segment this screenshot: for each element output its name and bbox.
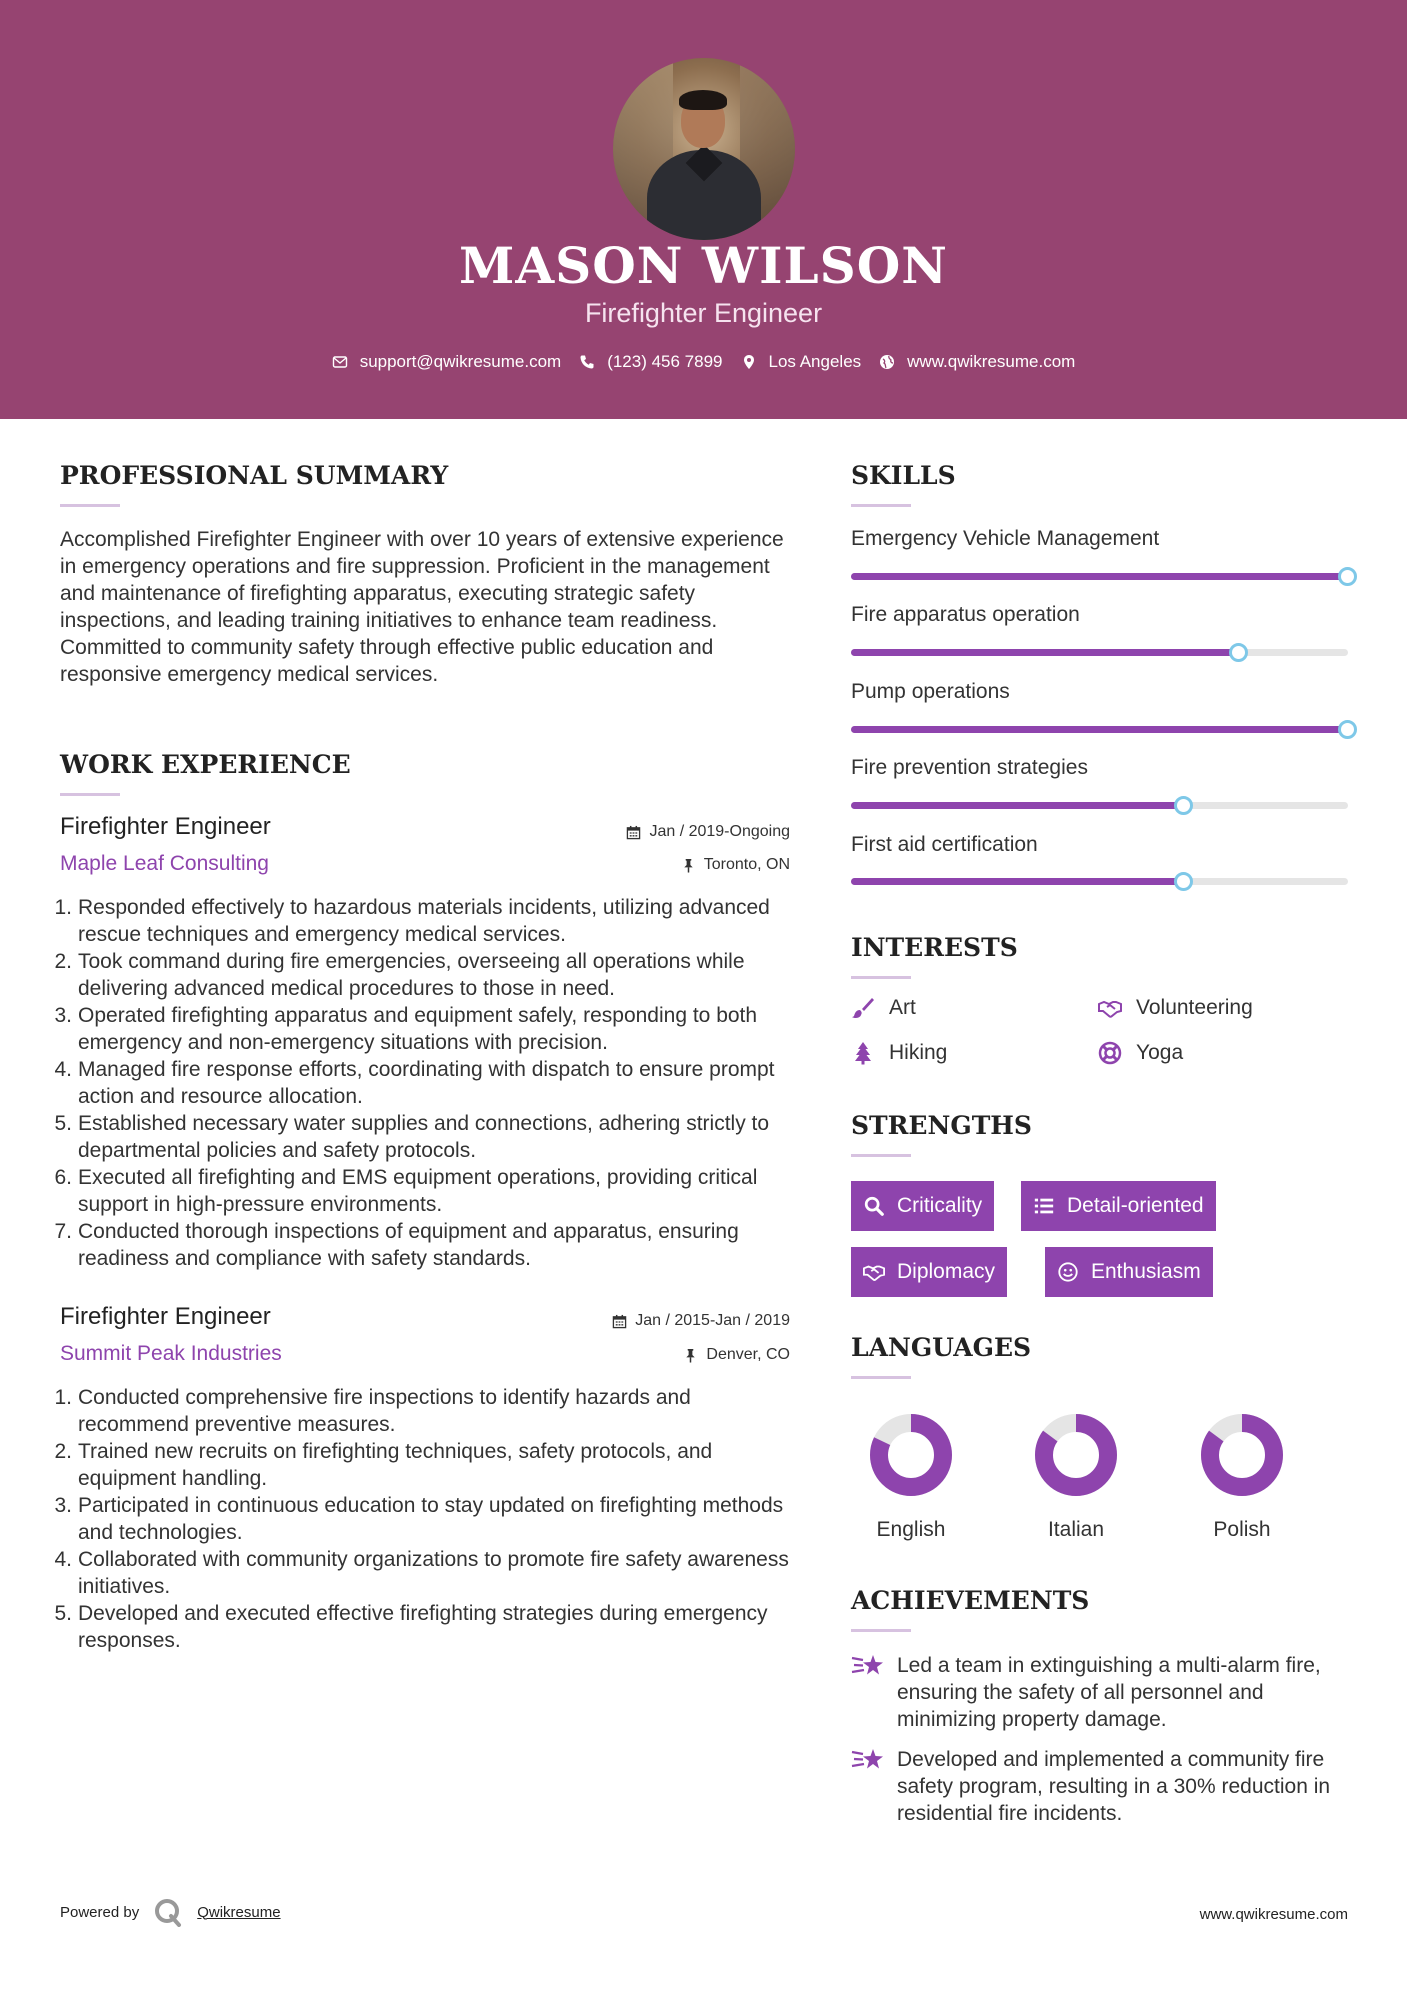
skill-label: Fire prevention strategies xyxy=(851,756,1088,779)
strengths-divider xyxy=(851,1154,911,1157)
contact-phone[interactable]: (123) 456 7899 xyxy=(579,352,722,372)
skill-label: First aid certification xyxy=(851,833,1038,856)
phone-icon xyxy=(579,354,595,370)
skill-knob xyxy=(1174,872,1193,891)
job-company: Summit Peak Industries xyxy=(60,1342,282,1365)
achievement-item: Led a team in extinguishing a multi-alarm fire, ensuring the safety of all personnel and minimizing property damage. xyxy=(851,1652,1351,1733)
interest-volunteering: Volunteering xyxy=(1098,996,1253,1020)
achievements-divider xyxy=(851,1629,911,1632)
skill-bar xyxy=(851,726,1348,733)
calendar-icon xyxy=(612,1314,627,1329)
profile-photo xyxy=(613,58,795,240)
language-english: English xyxy=(851,1410,971,1542)
skill-label: Pump operations xyxy=(851,680,1010,703)
experience-divider xyxy=(60,793,120,796)
smile-icon xyxy=(1057,1261,1079,1283)
pushpin-icon xyxy=(681,858,696,873)
skill-knob xyxy=(1338,567,1357,586)
summary-heading: PROFESSIONAL SUMMARY xyxy=(60,461,449,490)
strength-badge: Criticality xyxy=(851,1181,994,1231)
contact-location: Los Angeles xyxy=(741,352,862,372)
life-ring-icon xyxy=(1098,1041,1122,1065)
handshake-icon xyxy=(1098,996,1122,1020)
pushpin-icon xyxy=(683,1348,698,1363)
list-item: 4. Collaborated with community organizations to promote fire safety awareness initiatives. xyxy=(54,1548,789,1598)
globe-icon xyxy=(879,354,895,370)
shooting-star-icon xyxy=(851,1652,885,1680)
skill-fill xyxy=(851,649,1239,656)
job-title: Firefighter Engineer xyxy=(60,813,271,840)
contact-email[interactable]: support@qwikresume.com xyxy=(332,352,562,372)
list-icon xyxy=(1033,1195,1055,1217)
skill-label: Fire apparatus operation xyxy=(851,603,1080,626)
language-polish: Polish xyxy=(1182,1410,1302,1542)
language-donut xyxy=(866,1410,956,1500)
contact-website[interactable]: www.qwikresume.com xyxy=(879,352,1075,372)
qwikresume-link[interactable]: Qwikresume xyxy=(197,1903,281,1921)
skill-fill xyxy=(851,573,1348,580)
skill-knob xyxy=(1229,643,1248,662)
shooting-star-icon xyxy=(851,1746,885,1774)
candidate-name: MASON WILSON xyxy=(459,236,948,295)
achievement-item: Developed and implemented a community fire safety program, resulting in a 30% reduction in residential fire incidents. xyxy=(851,1746,1351,1827)
languages-heading: LANGUAGES xyxy=(851,1333,1032,1362)
list-item: 2. Took command during fire emergencies, overseeing all operations while delivering advanced medical procedures to those in need. xyxy=(54,950,745,1000)
job-company: Maple Leaf Consulting xyxy=(60,852,269,875)
header xyxy=(0,0,1407,419)
job-duties xyxy=(50,1384,795,1654)
map-pin-icon xyxy=(741,354,757,370)
strengths-heading: STRENGTHS xyxy=(851,1111,1032,1140)
list-item: 1. Conducted comprehensive fire inspections to identify hazards and recommend preventive measures. xyxy=(54,1386,691,1436)
qwikresume-logo-icon xyxy=(153,1897,183,1927)
language-donut xyxy=(1031,1410,1121,1500)
skills-heading: SKILLS xyxy=(851,461,956,490)
candidate-role: Firefighter Engineer xyxy=(584,298,823,328)
language-donut xyxy=(1197,1410,1287,1500)
list-item: 2. Trained new recruits on firefighting techniques, safety protocols, and equipment handling. xyxy=(54,1440,713,1490)
job-location: Denver, CO xyxy=(683,1346,790,1364)
list-item: 7. Conducted thorough inspections of equipment and apparatus, ensuring readiness and compliance with safety standards. xyxy=(54,1220,739,1270)
achievements-heading: ACHIEVEMENTS xyxy=(851,1586,1090,1615)
summary-text: Accomplished Firefighter Engineer with over 10 years of extensive experience in emergency operations and fire suppression. Proficient in the management and maintenance of firefighting apparatus, executing strategic safety inspections, and leading training initiatives to enhance team readiness. Committed to community safety through effective public education and responsive emergency medical services. xyxy=(60,528,784,686)
job-dates: Jan / 2019-Ongoing xyxy=(626,823,790,841)
list-item: 4. Managed fire response efforts, coordinating with dispatch to ensure prompt action and resource allocation. xyxy=(54,1058,775,1108)
list-item: 3. Operated firefighting apparatus and equipment safely, responding to both emergency and non-emergency situations with precision. xyxy=(54,1004,758,1054)
footer-website[interactable]: www.qwikresume.com xyxy=(1199,1906,1348,1923)
language-italian: Italian xyxy=(1016,1410,1136,1542)
brush-icon xyxy=(851,996,875,1020)
list-item: 3. Participated in continuous education to stay updated on firefighting methods and technologies. xyxy=(54,1494,784,1544)
skill-knob xyxy=(1338,720,1357,739)
skill-bar xyxy=(851,802,1348,809)
interest-hiking: Hiking xyxy=(851,1041,947,1065)
contact-bar xyxy=(0,352,1407,372)
strength-badge: Detail-oriented xyxy=(1021,1181,1216,1231)
list-item: 6. Executed all firefighting and EMS equipment operations, providing critical support in high-pressure environments. xyxy=(54,1166,758,1216)
job-title: Firefighter Engineer xyxy=(60,1303,271,1330)
strength-badge: Diplomacy xyxy=(851,1247,1007,1297)
search-icon xyxy=(863,1195,885,1217)
calendar-icon xyxy=(626,825,641,840)
skill-fill xyxy=(851,726,1348,733)
job-location: Toronto, ON xyxy=(681,856,790,874)
skill-knob xyxy=(1174,796,1193,815)
envelope-icon xyxy=(332,354,348,370)
list-item: 1. Responded effectively to hazardous materials incidents, utilizing advanced rescue techniques and emergency medical services. xyxy=(54,896,770,946)
interest-yoga: Yoga xyxy=(1098,1041,1183,1065)
languages-divider xyxy=(851,1376,911,1379)
list-item: 5. Established necessary water supplies and connections, adhering strictly to departmental policies and safety protocols. xyxy=(54,1112,770,1162)
skill-bar xyxy=(851,649,1348,656)
job-dates: Jan / 2015-Jan / 2019 xyxy=(612,1312,790,1330)
skills-divider xyxy=(851,504,911,507)
strength-badge: Enthusiasm xyxy=(1045,1247,1213,1297)
interest-art: Art xyxy=(851,996,916,1020)
handshake-icon xyxy=(863,1261,885,1283)
skill-fill xyxy=(851,878,1184,885)
tree-icon xyxy=(851,1041,875,1065)
interests-divider xyxy=(851,976,911,979)
job-duties xyxy=(50,894,795,1272)
experience-heading: WORK EXPERIENCE xyxy=(60,750,351,779)
footer-powered-by: Powered by Qwikresume xyxy=(60,1897,281,1927)
skill-label: Emergency Vehicle Management xyxy=(851,527,1160,550)
summary-divider xyxy=(60,504,120,507)
skill-bar xyxy=(851,878,1348,885)
list-item: 5. Developed and executed effective firefighting strategies during emergency responses. xyxy=(54,1602,768,1652)
skill-fill xyxy=(851,802,1184,809)
skill-bar xyxy=(851,573,1348,580)
interests-heading: INTERESTS xyxy=(851,933,1018,962)
